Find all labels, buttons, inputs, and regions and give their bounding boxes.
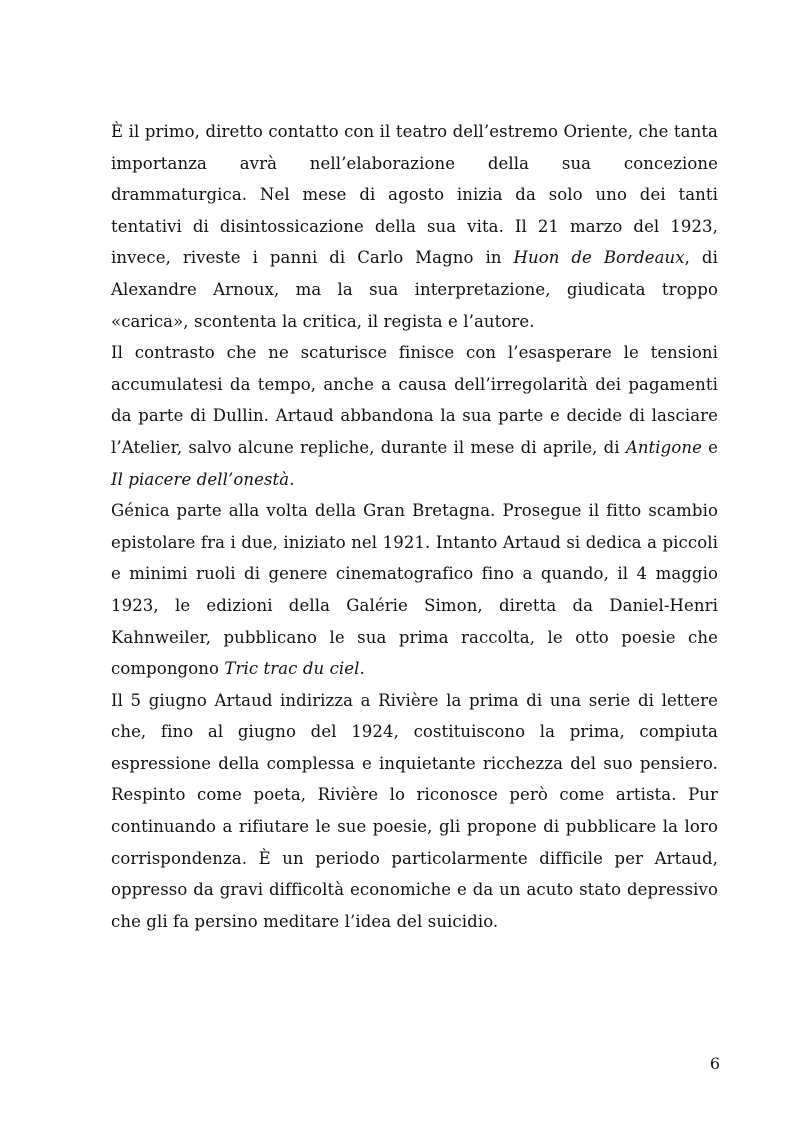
text-segment: .: [359, 659, 365, 679]
text-segment: È il primo, diretto contatto con il teatro dell’estremo Oriente, che tanta importanza avrà nell’elaborazione della sua concezione drammaturgica. Nel mese di agosto inizia da solo uno dei tanti tentativi di disintossicazione della sua vita. Il 21 marzo del 1923, invece, riveste i panni di Carlo Magno in: [111, 122, 718, 268]
body-text: [111, 116, 718, 937]
text-segment: .: [289, 469, 295, 489]
paragraph-1: [111, 116, 718, 337]
text-segment: Génica parte alla volta della Gran Bretagna. Prosegue il fitto scambio epistolare fra i due, iniziato nel 1921. Intanto Artaud si dedica a piccoli e minimi ruoli di genere cinematografico fino a quando, il 4 maggio 1923, le edizioni della Galérie Simon, diretta da Daniel-Henri Kahnweiler, pubblicano le sua prima raccolta, le otto poesie che compongono: [111, 501, 718, 679]
paragraph-3: [111, 495, 718, 685]
paragraph-2: [111, 337, 718, 495]
italic-title-huon-de-bordeaux: Huon de Bordeaux: [513, 248, 685, 268]
text-segment: , di Alexandre Arnoux, ma la sua interpretazione, giudicata troppo «carica», scontenta la critica, il regista e l’autore.: [111, 248, 718, 331]
text-segment: Il contrasto che ne scaturisce finisce con l’esasperare le tensioni accumulatesi da tempo, anche a causa dell’irregolarità dei pagamenti da parte di Dullin. Artaud abbandona la sua parte e decide di lasciare l’Atelier, salvo alcune repliche, durante il mese di aprile, di: [111, 343, 718, 457]
text-segment: Il 5 giugno Artaud indirizza a Rivière la prima di una serie di lettere che, fino al giugno del 1924, costituiscono la prima, compiuta espressione della complessa e inquietante ricchezza del suo pensiero. Respinto come poeta, Rivière lo riconosce però come artista. Pur continuando a rifiutare le sue poesie, gli propone di pubblicare la loro corrispondenza. È un periodo particolarmente difficile per Artaud, oppresso da gravi difficoltà economiche e da un acuto stato depressivo che gli fa persino meditare l’idea del suicidio.: [111, 690, 718, 931]
italic-title-il-piacere-dell-onesta: Il piacere dell’onestà: [111, 469, 290, 489]
italic-title-antigone: Antigone: [625, 437, 702, 457]
page-number: 6: [709, 1054, 720, 1073]
text-segment: e: [701, 437, 718, 457]
italic-title-tric-trac-du-ciel: Tric trac du ciel: [224, 659, 360, 679]
paragraph-4: [111, 685, 718, 938]
